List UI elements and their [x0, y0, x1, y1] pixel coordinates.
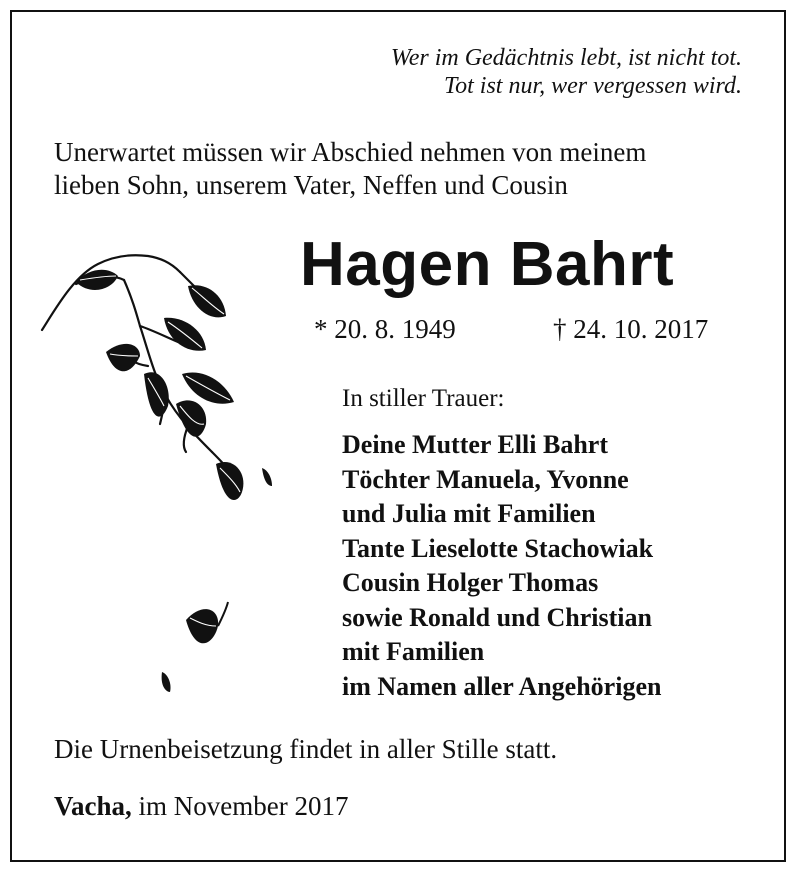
death-date: † 24. 10. 2017: [553, 314, 709, 344]
mourner-line: mit Familien: [342, 637, 485, 666]
birch-branch-icon: [36, 246, 286, 706]
mourners-list: [342, 428, 661, 704]
mourner-line: Cousin Holger Thomas: [342, 568, 599, 597]
deceased-name: Hagen Bahrt: [300, 230, 675, 299]
quote-line-2: Tot ist nur, wer vergessen wird.: [443, 73, 742, 99]
intro-line-1: Unerwartet müssen wir Abschied nehmen von meinem: [54, 137, 647, 167]
intro-line-2: lieben Sohn, unserem Vater, Neffen und Cousin: [54, 170, 568, 200]
mourner-line: sowie Ronald und Christian: [342, 602, 652, 632]
mourning-label: In stiller Trauer:: [342, 385, 505, 412]
place-town: Vacha,: [54, 791, 132, 821]
mourner-line: Tante Lieselotte Stachowiak: [342, 533, 654, 563]
mourner-line: im Namen aller Angehörigen: [342, 671, 662, 701]
mourner-line: und Julia mit Familien: [342, 499, 596, 528]
mourner-line: Töchter Manuela, Yvonne: [342, 464, 629, 494]
birth-date: * 20. 8. 1949: [314, 314, 456, 344]
quote-line-1: Wer im Gedächtnis lebt, ist nicht tot.: [390, 45, 742, 71]
place-date: im November 2017: [138, 791, 349, 821]
mourner-line: Deine Mutter Elli Bahrt: [342, 430, 608, 459]
place-date-line: [54, 789, 349, 823]
intro-text: [54, 136, 754, 202]
burial-notice: Die Urnenbeisetzung findet in aller Stille statt.: [54, 734, 558, 764]
